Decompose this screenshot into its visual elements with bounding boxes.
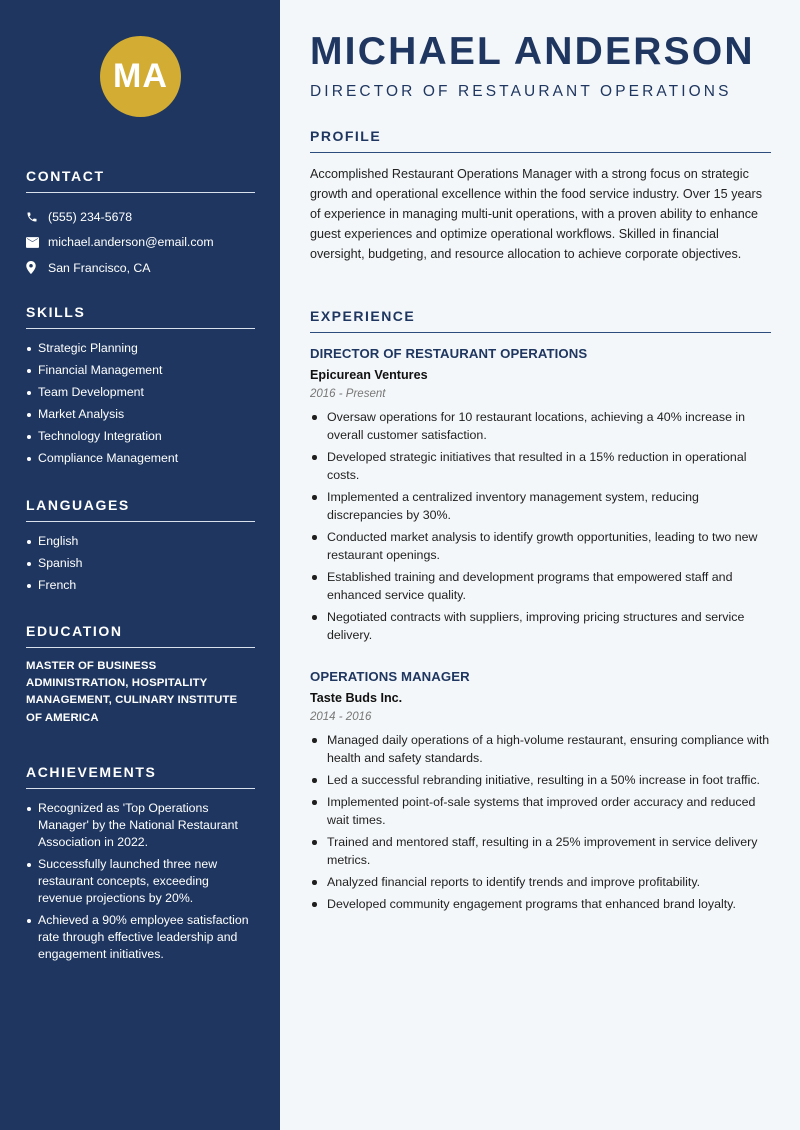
job-role: OPERATIONS MANAGER	[310, 669, 470, 684]
skill-item: Financial Management	[26, 362, 255, 379]
job-dates: 2014 - 2016	[310, 711, 372, 723]
job-bullet: Developed strategic initiatives that resulted in a 15% reduction in operational costs.	[310, 448, 771, 484]
skills-list	[26, 340, 255, 467]
job-bullet: Trained and mentored staff, resulting in a 25% improvement in service delivery metrics.	[310, 833, 771, 869]
achievements-list	[26, 800, 255, 963]
achievement-item: Achieved a 90% employee satisfaction rate through effective leadership and engagement initiatives.	[26, 912, 255, 963]
contact-section	[26, 168, 255, 281]
job-entry	[310, 669, 771, 917]
languages-list	[26, 533, 255, 594]
job-bullets	[310, 731, 771, 913]
location-text: San Francisco, CA	[48, 260, 151, 275]
job-company: Epicurean Ventures	[310, 368, 428, 382]
job-bullet: Established training and development programs that empowered staff and enhanced service quality.	[310, 568, 771, 604]
language-item: English	[26, 533, 255, 550]
avatar-initials: MA	[100, 36, 181, 117]
job-bullet: Analyzed financial reports to identify trends and improve profitability.	[310, 873, 771, 891]
profile-heading: PROFILE	[310, 128, 771, 153]
job-role: DIRECTOR OF RESTAURANT OPERATIONS	[310, 346, 588, 361]
language-item: Spanish	[26, 555, 255, 572]
contact-phone	[26, 204, 255, 230]
languages-section	[26, 497, 255, 599]
skills-heading: SKILLS	[26, 304, 255, 329]
envelope-icon	[26, 237, 48, 248]
languages-heading: LANGUAGES	[26, 497, 255, 522]
experience-heading: EXPERIENCE	[310, 308, 771, 333]
email-text: michael.anderson@email.com	[48, 235, 214, 250]
contact-heading: CONTACT	[26, 168, 255, 193]
job-bullet: Developed community engagement programs that enhanced brand loyalty.	[310, 895, 771, 913]
job-bullet: Managed daily operations of a high-volume restaurant, ensuring compliance with health and safety standards.	[310, 731, 771, 767]
skill-item: Compliance Management	[26, 450, 255, 467]
phone-icon	[26, 211, 48, 223]
job-company: Taste Buds Inc.	[310, 691, 403, 705]
contact-location	[26, 255, 255, 281]
candidate-name: MICHAEL ANDERSON	[310, 30, 755, 73]
skill-item: Strategic Planning	[26, 340, 255, 357]
achievement-item: Recognized as 'Top Operations Manager' by the National Restaurant Association in 2022.	[26, 800, 255, 851]
skill-item: Team Development	[26, 384, 255, 401]
skills-section	[26, 304, 255, 472]
sidebar	[0, 0, 280, 1130]
achievements-section	[26, 764, 255, 968]
contact-email	[26, 230, 255, 256]
map-pin-icon	[26, 261, 48, 274]
job-bullet: Negotiated contracts with suppliers, improving pricing structures and service delivery.	[310, 608, 771, 644]
job-bullet: Conducted market analysis to identify growth opportunities, leading to two new restaurant openings.	[310, 528, 771, 564]
profile-text: Accomplished Restaurant Operations Manager with a strong focus on strategic growth and operational excellence within the food service industry. Over 15 years of experience in managing multi-unit operations, with a proven ability to enhance guest experiences and optimize operational workflows. Skilled in financial oversight, budgeting, and resource allocation to achieve corporate objectives.	[310, 167, 762, 261]
education-section	[26, 623, 255, 727]
job-entry	[310, 346, 771, 648]
achievements-heading: ACHIEVEMENTS	[26, 764, 255, 789]
job-dates: 2016 - Present	[310, 388, 386, 400]
job-bullet: Led a successful rebranding initiative, resulting in a 50% increase in foot traffic.	[310, 771, 771, 789]
candidate-title: DIRECTOR OF RESTAURANT OPERATIONS	[310, 83, 732, 100]
achievement-item: Successfully launched three new restaurant concepts, exceeding revenue projections by 20%.	[26, 856, 255, 907]
skill-item: Technology Integration	[26, 428, 255, 445]
job-bullet: Implemented point-of-sale systems that improved order accuracy and reduced wait times.	[310, 793, 771, 829]
language-item: French	[26, 577, 255, 594]
education-heading: EDUCATION	[26, 623, 255, 648]
education-degree: MASTER OF BUSINESS ADMINISTRATION, HOSPITALITY MANAGEMENT, CULINARY INSTITUTE OF AMERICA	[26, 660, 238, 724]
skill-item: Market Analysis	[26, 406, 255, 423]
job-bullet: Oversaw operations for 10 restaurant locations, achieving a 40% increase in overall customer satisfaction.	[310, 408, 771, 444]
phone-text: (555) 234-5678	[48, 209, 133, 224]
job-bullets	[310, 408, 771, 644]
job-bullet: Implemented a centralized inventory management system, reducing discrepancies by 30%.	[310, 488, 771, 524]
